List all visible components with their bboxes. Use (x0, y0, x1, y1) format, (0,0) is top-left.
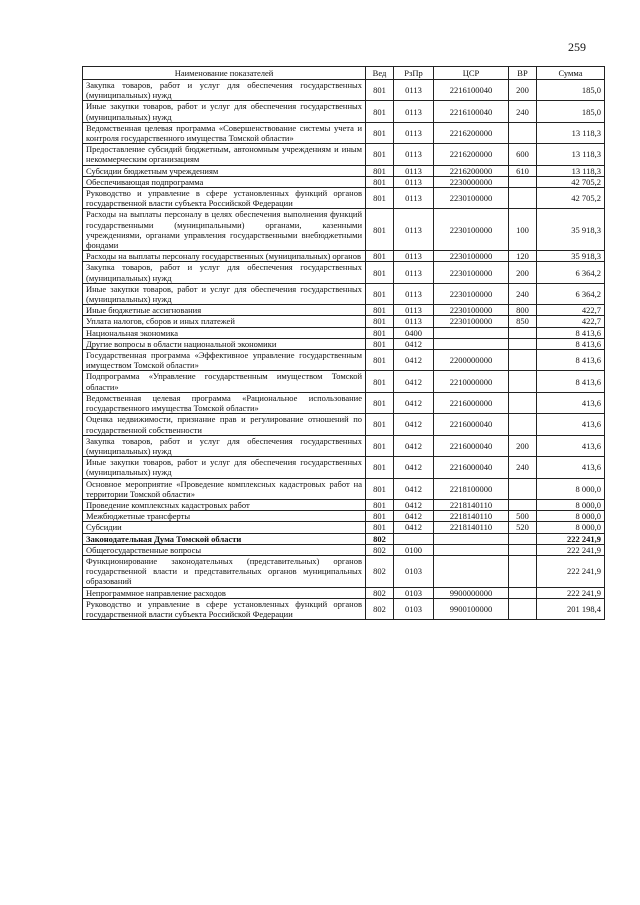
cell-name: Иные закупки товаров, работ и услуг для обеспечения государственных (муниципальных) нужд (83, 457, 366, 478)
table-row (83, 499, 605, 510)
budget-table (82, 66, 605, 620)
cell-name: Руководство и управление в сфере установленных функций органов государственной власти субъекта Российской Федерации (83, 188, 366, 209)
cell-csr (434, 544, 509, 555)
table-row (83, 122, 605, 143)
cell-vr: 610 (509, 165, 537, 176)
cell-csr (434, 555, 509, 587)
cell-rzpr: 0113 (394, 262, 434, 283)
cell-sum: 413,6 (537, 435, 605, 456)
table-row (83, 165, 605, 176)
cell-vr: 600 (509, 144, 537, 165)
cell-sum: 185,0 (537, 80, 605, 101)
cell-sum: 222 241,9 (537, 587, 605, 598)
cell-sum: 6 364,2 (537, 262, 605, 283)
header-sum: Сумма (537, 67, 605, 80)
cell-sum: 13 118,3 (537, 144, 605, 165)
cell-csr: 2218140110 (434, 511, 509, 522)
cell-rzpr: 0412 (394, 435, 434, 456)
cell-vr: 520 (509, 522, 537, 533)
cell-ved: 801 (366, 499, 394, 510)
cell-rzpr: 0113 (394, 122, 434, 143)
cell-sum: 8 413,6 (537, 338, 605, 349)
table-row (83, 478, 605, 499)
cell-csr: 2200000000 (434, 350, 509, 371)
cell-ved: 801 (366, 144, 394, 165)
cell-vr: 500 (509, 511, 537, 522)
cell-rzpr: 0412 (394, 392, 434, 413)
cell-rzpr: 0103 (394, 598, 434, 619)
table-row (83, 176, 605, 187)
cell-csr: 2216200000 (434, 122, 509, 143)
cell-ved: 801 (366, 101, 394, 122)
cell-rzpr: 0412 (394, 457, 434, 478)
cell-sum: 42 705,2 (537, 176, 605, 187)
cell-vr: 240 (509, 283, 537, 304)
table-row (83, 435, 605, 456)
cell-sum: 8 413,6 (537, 371, 605, 392)
cell-sum: 413,6 (537, 414, 605, 435)
cell-csr: 2216200000 (434, 144, 509, 165)
cell-name: Иные закупки товаров, работ и услуг для обеспечения государственных (муниципальных) нужд (83, 101, 366, 122)
cell-ved: 802 (366, 555, 394, 587)
cell-name: Национальная экономика (83, 327, 366, 338)
cell-rzpr: 0113 (394, 316, 434, 327)
cell-vr (509, 176, 537, 187)
cell-rzpr: 0103 (394, 555, 434, 587)
cell-sum: 8 000,0 (537, 522, 605, 533)
cell-rzpr: 0412 (394, 522, 434, 533)
cell-sum: 35 918,3 (537, 251, 605, 262)
cell-vr (509, 371, 537, 392)
cell-sum: 8 000,0 (537, 478, 605, 499)
cell-rzpr: 0113 (394, 165, 434, 176)
header-rzpr: РзПр (394, 67, 434, 80)
cell-name: Подпрограмма «Управление государственным имуществом Томской области» (83, 371, 366, 392)
cell-rzpr (394, 533, 434, 544)
cell-sum: 8 000,0 (537, 511, 605, 522)
cell-ved: 801 (366, 283, 394, 304)
cell-csr: 2216000040 (434, 435, 509, 456)
cell-sum: 185,0 (537, 101, 605, 122)
cell-csr: 2230100000 (434, 305, 509, 316)
cell-vr (509, 598, 537, 619)
cell-csr: 2218140110 (434, 499, 509, 510)
cell-ved: 801 (366, 522, 394, 533)
cell-vr (509, 188, 537, 209)
cell-vr: 200 (509, 80, 537, 101)
cell-rzpr: 0113 (394, 101, 434, 122)
cell-ved: 801 (366, 327, 394, 338)
cell-name: Предоставление субсидий бюджетным, автономным учреждениям и иным некоммерческим организациям (83, 144, 366, 165)
cell-sum: 222 241,9 (537, 555, 605, 587)
cell-ved: 801 (366, 176, 394, 187)
cell-sum: 413,6 (537, 392, 605, 413)
table-row (83, 209, 605, 251)
cell-sum: 222 241,9 (537, 533, 605, 544)
cell-csr: 2218140110 (434, 522, 509, 533)
cell-rzpr: 0412 (394, 511, 434, 522)
cell-csr: 2216100040 (434, 80, 509, 101)
cell-ved: 801 (366, 371, 394, 392)
cell-sum: 13 118,3 (537, 122, 605, 143)
cell-rzpr: 0103 (394, 587, 434, 598)
cell-csr: 2230100000 (434, 209, 509, 251)
table-row (83, 522, 605, 533)
cell-ved: 801 (366, 188, 394, 209)
cell-rzpr: 0412 (394, 350, 434, 371)
cell-rzpr: 0113 (394, 283, 434, 304)
cell-name: Расходы на выплаты персоналу в целях обеспечения выполнения функций государственными (муниципальными) органами, казенными учреждениями, органами управления государственными внебюджетными фондами (83, 209, 366, 251)
cell-name: Непрограммное направление расходов (83, 587, 366, 598)
cell-csr (434, 533, 509, 544)
cell-ved: 801 (366, 209, 394, 251)
cell-csr: 2216200000 (434, 165, 509, 176)
cell-name: Обеспечивающая подпрограмма (83, 176, 366, 187)
page-number: 259 (568, 40, 586, 54)
cell-sum: 8 413,6 (537, 350, 605, 371)
cell-ved: 801 (366, 478, 394, 499)
table-row (83, 555, 605, 587)
cell-ved: 801 (366, 350, 394, 371)
cell-rzpr: 0400 (394, 327, 434, 338)
cell-csr: 2218100000 (434, 478, 509, 499)
cell-sum: 8 413,6 (537, 327, 605, 338)
cell-ved: 801 (366, 80, 394, 101)
cell-ved: 802 (366, 533, 394, 544)
cell-name: Закупка товаров, работ и услуг для обеспечения государственных (муниципальных) нужд (83, 80, 366, 101)
cell-rzpr: 0113 (394, 209, 434, 251)
cell-sum: 8 000,0 (537, 499, 605, 510)
cell-name: Проведение комплексных кадастровых работ (83, 499, 366, 510)
cell-rzpr: 0412 (394, 338, 434, 349)
cell-sum: 422,7 (537, 305, 605, 316)
table-row (83, 392, 605, 413)
cell-ved: 802 (366, 587, 394, 598)
cell-name: Иные закупки товаров, работ и услуг для обеспечения государственных (муниципальных) нужд (83, 283, 366, 304)
table-row (83, 414, 605, 435)
cell-ved: 801 (366, 338, 394, 349)
cell-sum: 222 241,9 (537, 544, 605, 555)
header-name: Наименование показателей (83, 67, 366, 80)
table-row (83, 101, 605, 122)
cell-name: Закупка товаров, работ и услуг для обеспечения государственных (муниципальных) нужд (83, 435, 366, 456)
cell-vr (509, 327, 537, 338)
cell-rzpr: 0412 (394, 478, 434, 499)
cell-name: Ведомственная целевая программа «Совершенствование системы учета и контроля государственного имущества Томской области» (83, 122, 366, 143)
cell-csr: 2230100000 (434, 262, 509, 283)
cell-rzpr: 0113 (394, 188, 434, 209)
cell-csr: 2216000000 (434, 392, 509, 413)
cell-name: Субсидии бюджетным учреждениям (83, 165, 366, 176)
cell-csr: 9900000000 (434, 587, 509, 598)
cell-ved: 801 (366, 262, 394, 283)
cell-vr (509, 478, 537, 499)
table-row (83, 598, 605, 619)
cell-ved: 801 (366, 457, 394, 478)
table-row (83, 144, 605, 165)
table-row (83, 511, 605, 522)
cell-name: Государственная программа «Эффективное управление государственным имуществом Томской области» (83, 350, 366, 371)
cell-sum: 13 118,3 (537, 165, 605, 176)
cell-ved: 802 (366, 544, 394, 555)
cell-csr: 2230000000 (434, 176, 509, 187)
cell-vr (509, 533, 537, 544)
cell-name: Другие вопросы в области национальной экономики (83, 338, 366, 349)
cell-name: Иные бюджетные ассигнования (83, 305, 366, 316)
cell-ved: 801 (366, 392, 394, 413)
cell-rzpr: 0113 (394, 176, 434, 187)
cell-name: Оценка недвижимости, признание прав и регулирование отношений по государственной собственности (83, 414, 366, 435)
table-row (83, 283, 605, 304)
cell-sum: 6 364,2 (537, 283, 605, 304)
cell-rzpr: 0113 (394, 144, 434, 165)
table-row (83, 262, 605, 283)
table-row (83, 533, 605, 544)
cell-name: Законодательная Дума Томской области (83, 533, 366, 544)
cell-vr: 120 (509, 251, 537, 262)
cell-vr: 100 (509, 209, 537, 251)
cell-name: Общегосударственные вопросы (83, 544, 366, 555)
table-row (83, 457, 605, 478)
cell-csr: 2230100000 (434, 283, 509, 304)
cell-csr: 2230100000 (434, 251, 509, 262)
cell-ved: 801 (366, 305, 394, 316)
cell-vr (509, 338, 537, 349)
cell-vr (509, 499, 537, 510)
cell-name: Ведомственная целевая программа «Рациональное использование государственного имущества Томской области» (83, 392, 366, 413)
cell-rzpr: 0412 (394, 414, 434, 435)
header-ved: Вед (366, 67, 394, 80)
cell-rzpr: 0113 (394, 305, 434, 316)
cell-name: Межбюджетные трансферты (83, 511, 366, 522)
table-row (83, 338, 605, 349)
cell-name: Функционирование законодательных (представительных) органов государственной власти и представительных органов муниципальных образований (83, 555, 366, 587)
table-row (83, 544, 605, 555)
cell-name: Расходы на выплаты персоналу государственных (муниципальных) органов (83, 251, 366, 262)
cell-name: Уплата налогов, сборов и иных платежей (83, 316, 366, 327)
table-row (83, 350, 605, 371)
cell-vr: 850 (509, 316, 537, 327)
table-row (83, 251, 605, 262)
table-row (83, 188, 605, 209)
cell-csr: 2230100000 (434, 188, 509, 209)
cell-csr: 2216100040 (434, 101, 509, 122)
header-csr: ЦСР (434, 67, 509, 80)
cell-ved: 801 (366, 414, 394, 435)
table-row (83, 327, 605, 338)
cell-sum: 422,7 (537, 316, 605, 327)
cell-vr: 200 (509, 435, 537, 456)
cell-rzpr: 0412 (394, 371, 434, 392)
cell-vr (509, 122, 537, 143)
cell-ved: 802 (366, 598, 394, 619)
table-row (83, 316, 605, 327)
table-row (83, 587, 605, 598)
cell-vr (509, 414, 537, 435)
table-header-row (83, 67, 605, 80)
cell-rzpr: 0113 (394, 251, 434, 262)
table-row (83, 80, 605, 101)
cell-vr: 200 (509, 262, 537, 283)
cell-ved: 801 (366, 251, 394, 262)
cell-csr: 2216000040 (434, 414, 509, 435)
cell-csr: 2210000000 (434, 371, 509, 392)
cell-vr (509, 350, 537, 371)
table-row (83, 305, 605, 316)
cell-ved: 801 (366, 511, 394, 522)
table-row (83, 371, 605, 392)
cell-rzpr: 0113 (394, 80, 434, 101)
cell-ved: 801 (366, 316, 394, 327)
table-body (83, 80, 605, 620)
cell-vr (509, 392, 537, 413)
cell-csr: 2230100000 (434, 316, 509, 327)
cell-vr: 240 (509, 101, 537, 122)
cell-vr: 800 (509, 305, 537, 316)
cell-name: Закупка товаров, работ и услуг для обеспечения государственных (муниципальных) нужд (83, 262, 366, 283)
cell-vr (509, 555, 537, 587)
cell-csr (434, 338, 509, 349)
cell-ved: 801 (366, 122, 394, 143)
cell-vr: 240 (509, 457, 537, 478)
cell-rzpr: 0412 (394, 499, 434, 510)
cell-sum: 35 918,3 (537, 209, 605, 251)
cell-name: Основное мероприятие «Проведение комплексных кадастровых работ на территории Томской области» (83, 478, 366, 499)
cell-ved: 801 (366, 165, 394, 176)
cell-sum: 42 705,2 (537, 188, 605, 209)
header-vr: ВР (509, 67, 537, 80)
cell-csr: 2216000040 (434, 457, 509, 478)
cell-rzpr: 0100 (394, 544, 434, 555)
cell-vr (509, 544, 537, 555)
cell-name: Руководство и управление в сфере установленных функций органов государственной власти субъекта Российской Федерации (83, 598, 366, 619)
cell-vr (509, 587, 537, 598)
cell-name: Субсидии (83, 522, 366, 533)
cell-ved: 801 (366, 435, 394, 456)
cell-sum: 413,6 (537, 457, 605, 478)
cell-csr: 9900100000 (434, 598, 509, 619)
cell-csr (434, 327, 509, 338)
cell-sum: 201 198,4 (537, 598, 605, 619)
